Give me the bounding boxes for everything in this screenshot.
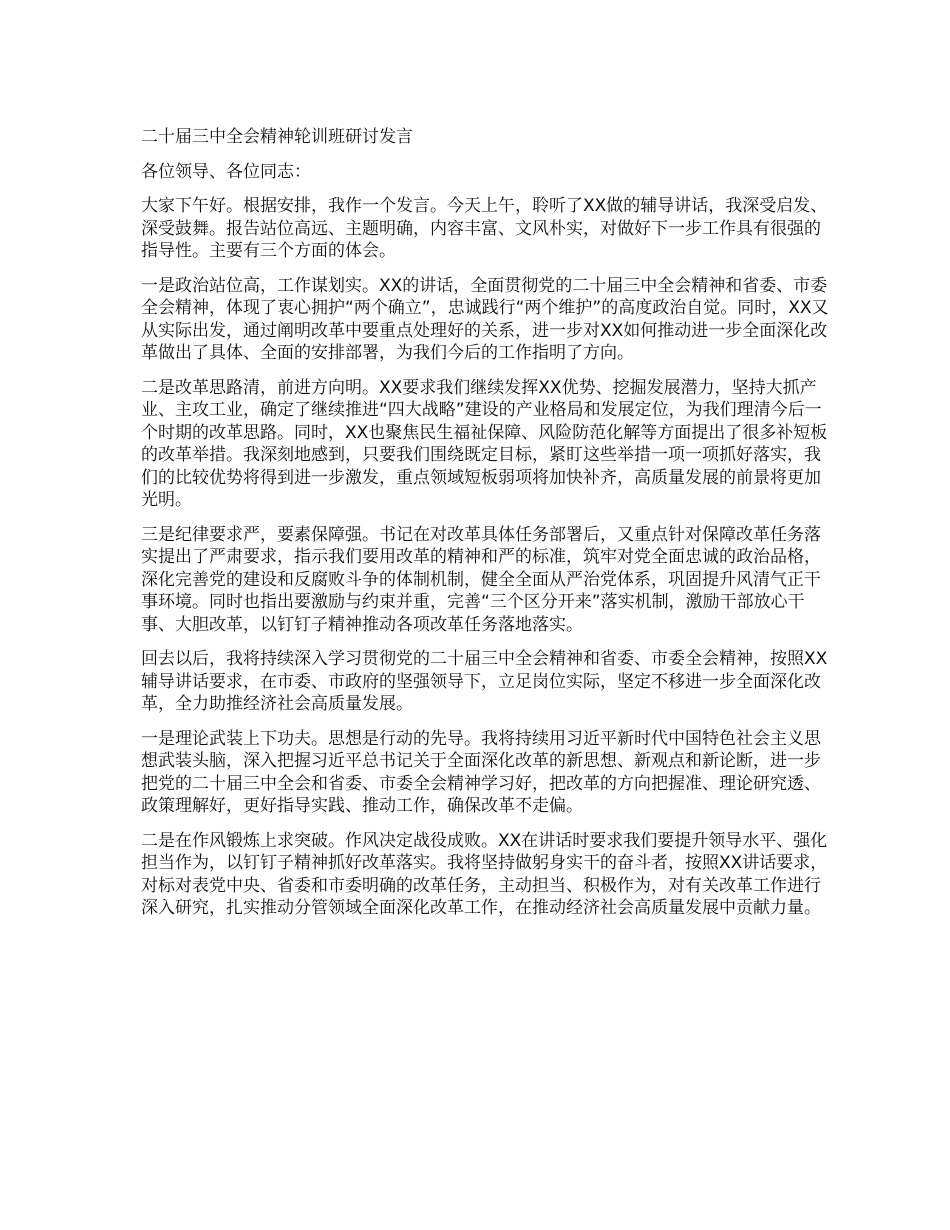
paragraph-opening: 大家下午好。根据安排，我作一个发言。今天上午，聆听了XX做的辅导讲话，我深受启发、深受鼓舞。报告站位高远、主题明确，内容丰富、文风朴实，对做好下一步工作具有很强的指导性。主要有三个方面的体会。 — [141, 196, 828, 261]
paragraph-point-1: 一是政治站位高，工作谋划实。XX的讲话，全面贯彻党的二十届三中全会精神和省委、市委全会精神，体现了衷心拥护“两个确立”，忠诚践行“两个维护”的高度政治自觉。同时，XX又从实际出发，通过阐明改革中要重点处理好的关系，进一步对XX如何推动进一步全面深化改革做出了具体、全面的安排部署，为我们今后的工作指明了方向。 — [141, 275, 829, 363]
paragraph-action-1: 一是理论武装上下功夫。思想是行动的先导。我将持续用习近平新时代中国特色社会主义思想武装头脑，深入把握习近平总书记关于全面深化改革的新思想、新观点和新论断，进一步把党的二十届三中全会和省委、市委全会精神学习好，把改革的方向把握准、理论研究透、政策理解好，更好指导实践、推动工作，确保改革不走偏。 — [141, 728, 821, 816]
document-body — [141, 126, 831, 932]
document-title: 二十届三中全会精神轮训班研讨发言 — [141, 127, 413, 147]
salutation: 各位领导、各位同志： — [141, 161, 311, 182]
paragraph-action-2: 二是在作风锻炼上求突破。作风决定战役成败。XX在讲话时要求我们要提升领导水平、强化担当作为，以钉钉子精神抓好改革落实。我将坚持做躬身实干的奋斗者，按照XX讲话要求，对标对表党中央、省委和市委明确的改革任务，主动担当、积极作为，对有关改革工作进行深入研究，扎实推动分管领域全面深化改革工作，在推动经济社会高质量发展中贡献力量。 — [141, 830, 828, 918]
paragraph-point-3: 三是纪律要求严，要素保障强。书记在对改革具体任务部署后，又重点针对保障改革任务落实提出了严肃要求，指示我们要用改革的精神和严的标准，筑牢对党全面忠诚的政治品格，深化完善党的建设和反腐败斗争的体制机制，健全全面从严治党体系，巩固提升风清气正干事环境。同时也指出要激励与约束并重，完善“三个区分开来”落实机制，激励干部放心干事、大胆改革，以钉钉子精神推动各项改革任务落地落实。 — [141, 524, 821, 635]
paragraph-point-2: 二是改革思路清，前进方向明。XX要求我们继续发挥XX优势、挖掘发展潜力，坚持大抓产业、主攻工业，确定了继续推进“四大战略”建设的产业格局和发展定位，为我们理清今后一个时期的改革思路。同时，XX也聚焦民生福祉保障、风险防范化解等方面提出了很多补短板的改革举措。我深刻地感到，只要我们围绕既定目标，紧盯这些举措一项一项抓好落实，我们的比较优势将得到进一步激发，重点领域短板弱项将加快补齐，高质量发展的前景将更加光明。 — [141, 377, 828, 510]
paragraph-next-steps: 回去以后，我将持续深入学习贯彻党的二十届三中全会精神和省委、市委全会精神，按照XX辅导讲话要求，在市委、市政府的坚强领导下，立足岗位实际，坚定不移进一步全面深化改革，全力助推经济社会高质量发展。 — [141, 649, 828, 714]
